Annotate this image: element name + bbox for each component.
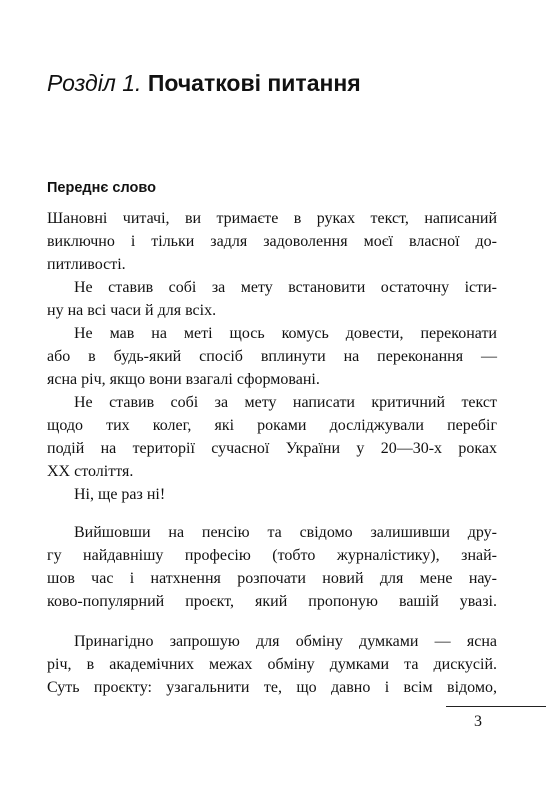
text-line: Ні, ще раз ні! [74,486,166,503]
text-line: Вийшовши на пенсію та свідомо залишивши дру- [74,524,497,541]
text-line: Суть проєкту: узагальнити те, що давно і всім відомо, [47,679,497,696]
text-line: річ, в академічних межах обміну думками та дискусій. [47,656,497,673]
paragraph-gap [47,506,497,521]
text-line: питливості. [47,256,126,273]
chapter-number: Розділ 1. [47,70,142,96]
text-line: XX століття. [47,463,134,480]
text-line: гу найдавнішу професію (тобто журналістику), знай- [47,547,497,564]
text-line: ну на всі часи й для всіх. [47,302,217,319]
text-line: Принагідно запрошую для обміну думками — ясна [74,633,497,650]
text-line: шов час і натхнення розпочати новий для мене нау- [47,570,497,587]
text-line: виключно і тільки задля задоволення моєї власної до- [47,233,497,250]
text-line: щодо тих колег, які роками досліджували перебіг [47,417,497,434]
text-line: ясна річ, якщо вони взагалі сформовані. [47,371,320,388]
section-title: Переднє слово [47,180,156,196]
footer-divider [446,706,546,707]
body-text [47,207,497,699]
text-line: або в будь-який спосіб вплинути на переконання — [47,348,497,365]
chapter-title: Початкові питання [147,70,361,96]
text-line: Не ставив собі за мету встановити остаточну істи- [74,279,497,296]
paragraph-gap [47,613,497,630]
page-number: 3 [474,713,482,730]
text-line: подій на території сучасної України у 20—30-х роках [47,440,497,457]
text-line: ково-популярний проєкт, який пропоную вашій увазі. [47,593,497,610]
chapter-heading [47,66,517,100]
text-line: Не ставив собі за мету написати критичний текст [74,394,497,411]
text-line: Не мав на меті щось комусь довести, переконати [74,325,497,342]
text-line: Шановні читачі, ви тримаєте в руках текст, написаний [47,210,497,227]
